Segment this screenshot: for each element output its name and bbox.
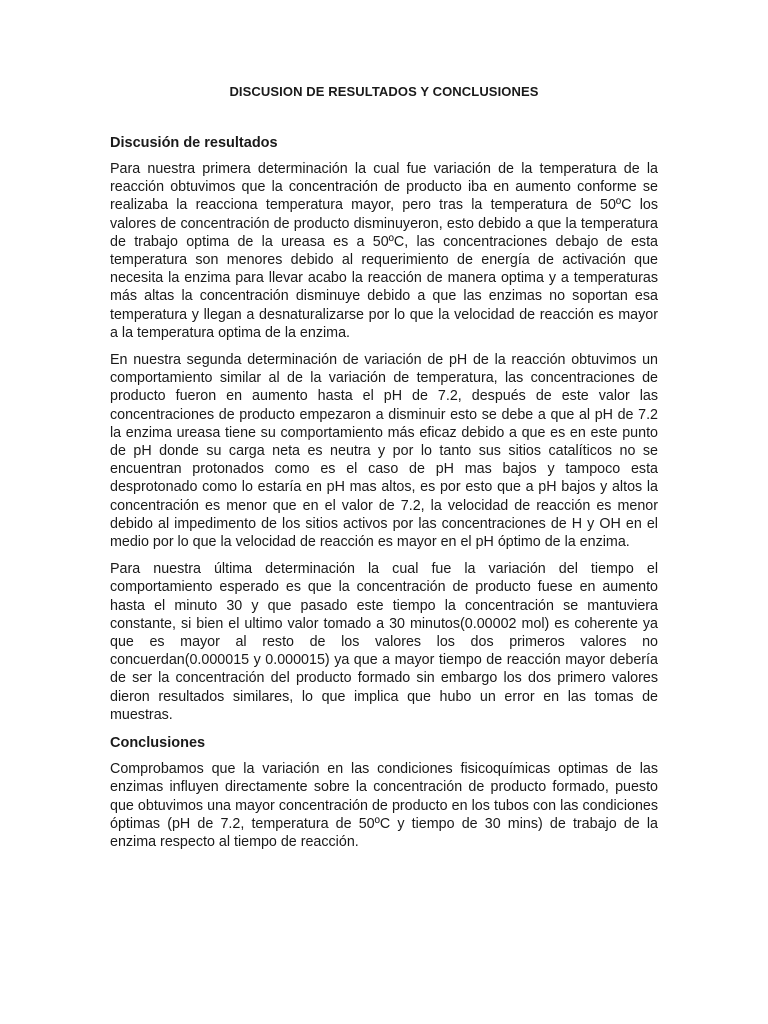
section-discussion bbox=[110, 135, 658, 724]
document-title: DISCUSION DE RESULTADOS Y CONCLUSIONES bbox=[229, 84, 539, 99]
paragraph-time: Para nuestra última determinación la cual fue la variación del tiempo el comportamiento esperado es que la concentración de producto fuese en aumento hasta el minuto 30 y que pasado este tiempo la concentración se mantuviera constante, si bien el ultimo valor tomado a 30 minutos(0.00002 mol) es coherente ya que es mayor al resto de los valores los dos primeros valores no concuerdan(0.000015 y 0.000015) ya que a mayor tiempo de reacción mayor debería de ser la concentración del producto formado sin embargo los dos primero valores dieron resultados similares, lo que implica que hubo un error en las tomas de muestras. bbox=[110, 561, 658, 723]
document-page bbox=[110, 84, 658, 860]
section-conclusions bbox=[110, 735, 658, 851]
section-heading-discussion: Discusión de resultados bbox=[110, 135, 278, 151]
paragraph-conclusion: Comprobamos que la variación en las condiciones fisicoquímicas optimas de las enzimas influyen directamente sobre la concentración de producto formado, puesto que obtuvimos una mayor concentración de producto en los tubos con las condiciones óptimas (pH de 7.2, temperatura de 50ºC y tiempo de 30 mins) de trabajo de la enzima respecto al tiempo de reacción. bbox=[110, 761, 658, 850]
paragraph-ph: En nuestra segunda determinación de variación de pH de la reacción obtuvimos un comportamiento similar al de la variación de temperatura, las concentraciones de producto fueron en aumento hasta el pH de 7.2, después de este valor las concentraciones de producto empezaron a disminuir esto se debe a que al pH de 7.2 la enzima ureasa tiene su comportamiento más eficaz debido a que es en este punto de pH donde su carga neta es neutra y por lo tanto sus sitios catalíticos no se encuentran protonados como es el caso de pH mas bajos y tampoco esta desprotonado como lo estaría en pH mas altos, es por esto que a pH bajos y altos la concentración es menor que en el valor de 7.2, la velocidad de reacción es menor debido al impedimento de los sitios activos por las concentraciones de H y OH en el medio por lo que la velocidad de reacción es mayor en el pH óptimo de la enzima. bbox=[110, 352, 658, 551]
section-heading-conclusions: Conclusiones bbox=[110, 735, 206, 752]
paragraph-temperature: Para nuestra primera determinación la cual fue variación de la temperatura de la reacción obtuvimos que la concentración de producto iba en aumento conforme se realizaba la reacciona temperatura mayor, pero tras la temperatura de 50ºC los valores de concentración de producto disminuyeron, esto debido a que la temperatura de trabajo optima de la ureasa es a 50ºC, las concentraciones debajo de esta temperatura son menores debido al requerimiento de energía de activación que necesita la enzima para llevar acabo la reacción de manera optima y a temperaturas más altas la concentración disminuye debido a que las enzimas no soportan esa temperatura y llegan a desnaturalizarse por lo que la velocidad de reacción es mayor a la temperatura optima de la enzima. bbox=[110, 161, 658, 341]
